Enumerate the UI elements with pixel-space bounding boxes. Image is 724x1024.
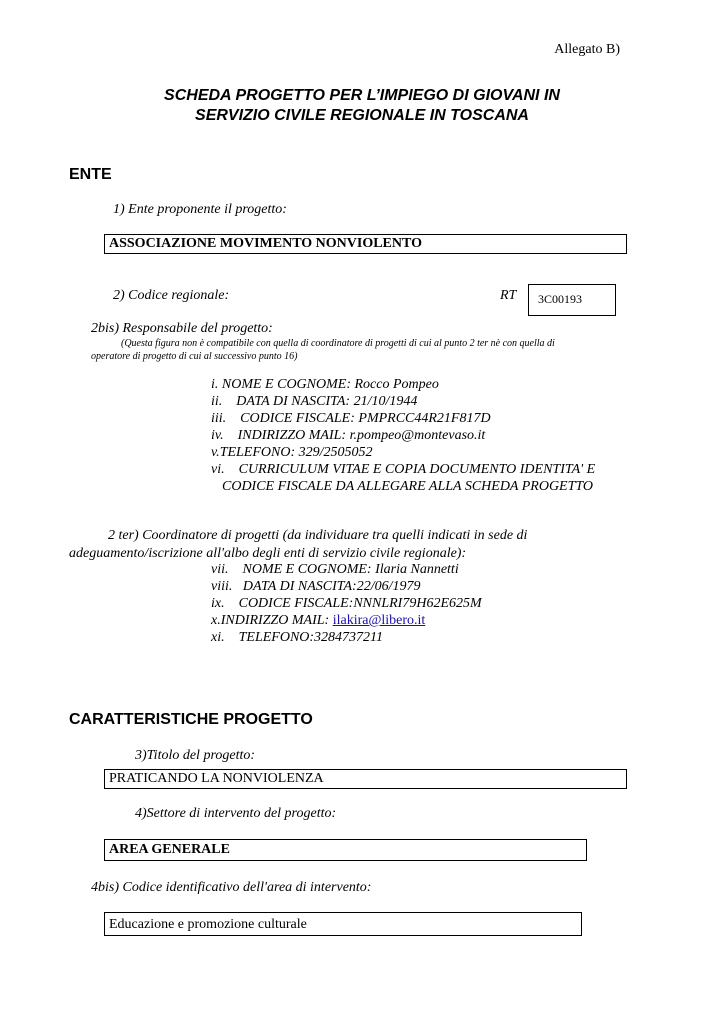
coordinatore-list bbox=[211, 561, 631, 646]
settore-intervento-field[interactable]: AREA GENERALE bbox=[104, 839, 587, 861]
question-2bis-note-2: operatore di progetto di cui al successivo punto 16) bbox=[91, 351, 298, 362]
question-2ter-line-1: 2 ter) Coordinatore di progetti (da individuare tra quelli indicati in sede di bbox=[108, 528, 528, 543]
list-item: ix. CODICE FISCALE:NNNLRI79H62E625M bbox=[211, 596, 482, 611]
page-title bbox=[0, 86, 724, 126]
list-item: iii. CODICE FISCALE: PMPRCC44R21F817D bbox=[211, 411, 491, 426]
list-item: ii. DATA DI NASCITA: 21/10/1944 bbox=[211, 394, 418, 409]
question-2bis-note-1: (Questa figura non è compatibile con quella di coordinatore di progetti di cui al punto 2 ter nè con quella di bbox=[121, 338, 555, 349]
section-heading-progetto: CARATTERISTICHE PROGETTO bbox=[69, 711, 313, 728]
list-item: i. NOME E COGNOME: Rocco Pompeo bbox=[211, 377, 439, 392]
codice-regionale-field[interactable]: 3C00193 bbox=[528, 284, 616, 316]
page-title-line-2: SERVIZIO CIVILE REGIONALE IN TOSCANA bbox=[195, 107, 529, 124]
question-2-label: 2) Codice regionale: bbox=[113, 288, 230, 303]
codice-area-field[interactable]: Educazione e promozione culturale bbox=[104, 912, 582, 936]
question-3-label: 3)Titolo del progetto: bbox=[135, 748, 256, 763]
question-4-label: 4)Settore di intervento del progetto: bbox=[135, 806, 337, 821]
list-item: vii. NOME E COGNOME: Ilaria Nannetti bbox=[211, 562, 459, 577]
question-1-label: 1) Ente proponente il progetto: bbox=[113, 202, 287, 217]
list-item: vi. CURRICULUM VITAE E COPIA DOCUMENTO IDENTITA' E bbox=[211, 462, 596, 477]
titolo-progetto-field[interactable]: PRATICANDO LA NONVIOLENZA bbox=[104, 769, 627, 789]
list-item: v.TELEFONO: 329/2505052 bbox=[211, 445, 373, 460]
rt-prefix: RT bbox=[500, 288, 517, 303]
question-2bis-label: 2bis) Responsabile del progetto: bbox=[91, 321, 273, 336]
list-item: iv. INDIRIZZO MAIL: r.pompeo@montevaso.it bbox=[211, 428, 486, 443]
list-item: viii. DATA DI NASCITA:22/06/1979 bbox=[211, 579, 421, 594]
question-4bis-label: 4bis) Codice identificativo dell'area di intervento: bbox=[91, 880, 372, 895]
list-item: xi. TELEFONO:3284737211 bbox=[211, 630, 384, 645]
email-link[interactable]: ilakira@libero.it bbox=[332, 613, 426, 628]
question-2ter-line-2: adeguamento/iscrizione all'albo degli enti di servizio civile regionale): bbox=[69, 546, 467, 561]
question-2ter bbox=[69, 527, 619, 563]
list-item: x.INDIRIZZO MAIL: ilakira@libero.it bbox=[211, 613, 426, 628]
list-item-continuation: CODICE FISCALE DA ALLEGARE ALLA SCHEDA PROGETTO bbox=[222, 479, 594, 494]
attachment-label: Allegato B) bbox=[554, 42, 620, 57]
responsabile-list bbox=[211, 376, 631, 495]
section-heading-ente: ENTE bbox=[69, 166, 112, 183]
page-title-line-1: SCHEDA PROGETTO PER L’IMPIEGO DI GIOVANI IN bbox=[164, 87, 560, 104]
ente-proponente-field[interactable]: ASSOCIAZIONE MOVIMENTO NONVIOLENTO bbox=[104, 234, 627, 254]
